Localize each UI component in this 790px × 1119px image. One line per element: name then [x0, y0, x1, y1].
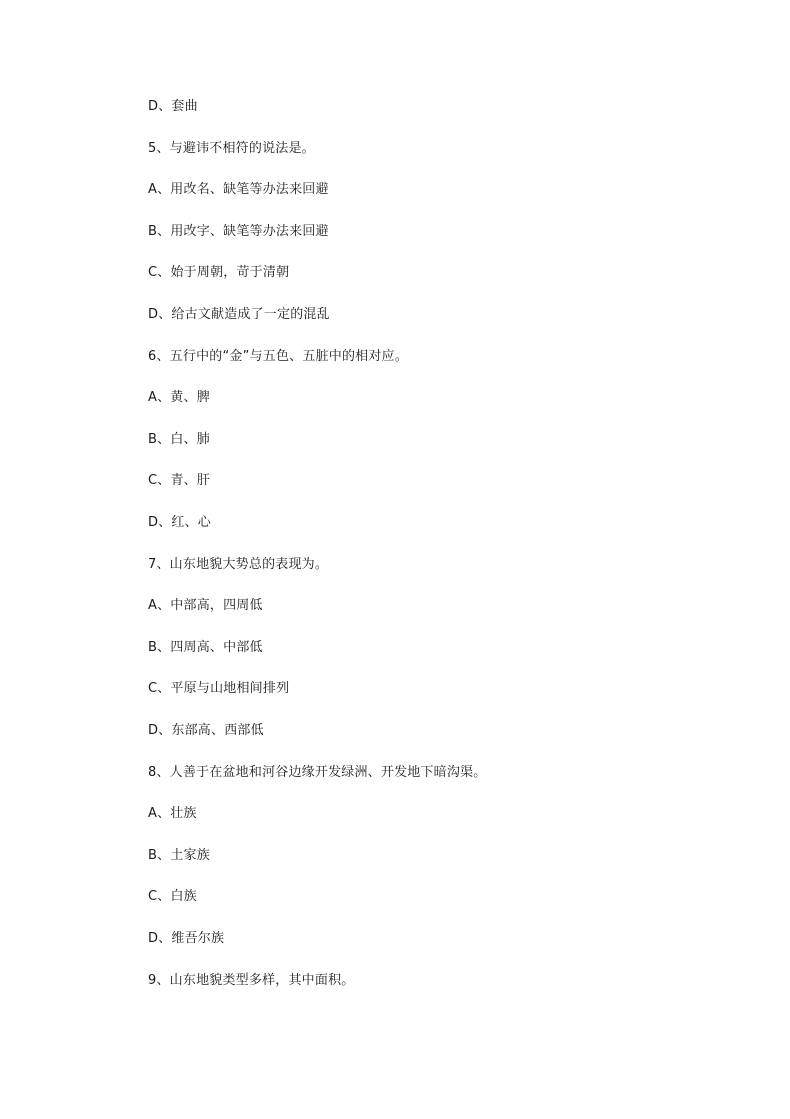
- option-b-q7: B、四周高、中部低: [148, 640, 263, 655]
- question-6: 6、五行中的“金”与五色、五脏中的相对应。: [148, 349, 408, 364]
- option-c-q5: C、始于周朝，苛于清朝: [148, 265, 290, 280]
- option-c-q6: C、青、肝: [148, 473, 211, 488]
- option-a-q6: A、黄、脾: [148, 390, 210, 405]
- question-7: 7、山东地貌大势总的表现为。: [148, 557, 329, 572]
- question-5: 5、与避讳不相符的说法是。: [148, 141, 315, 156]
- option-d-q6: D、红、心: [148, 515, 212, 530]
- option-d-q8: D、维吾尔族: [148, 931, 225, 946]
- option-b-q6: B、白、肺: [148, 432, 210, 447]
- option-d-q7: D、东部高、西部低: [148, 723, 264, 738]
- option-a-q5: A、用改名、缺笔等办法来回避: [148, 182, 329, 197]
- option-a-q7: A、中部高，四周低: [148, 598, 263, 613]
- option-b-q8: B、土家族: [148, 848, 210, 863]
- option-d-q4: D、套曲: [148, 99, 198, 114]
- option-a-q8: A、壮族: [148, 806, 197, 821]
- question-8: 8、人善于在盆地和河谷边缘开发绿洲、开发地下暗沟渠。: [148, 765, 487, 780]
- question-9: 9、山东地貌类型多样，其中面积。: [148, 973, 355, 988]
- option-c-q8: C、白族: [148, 889, 197, 904]
- option-c-q7: C、平原与山地相间排列: [148, 681, 290, 696]
- option-d-q5: D、给古文献造成了一定的混乱: [148, 307, 330, 322]
- option-b-q5: B、用改字、缺笔等办法来回避: [148, 224, 329, 239]
